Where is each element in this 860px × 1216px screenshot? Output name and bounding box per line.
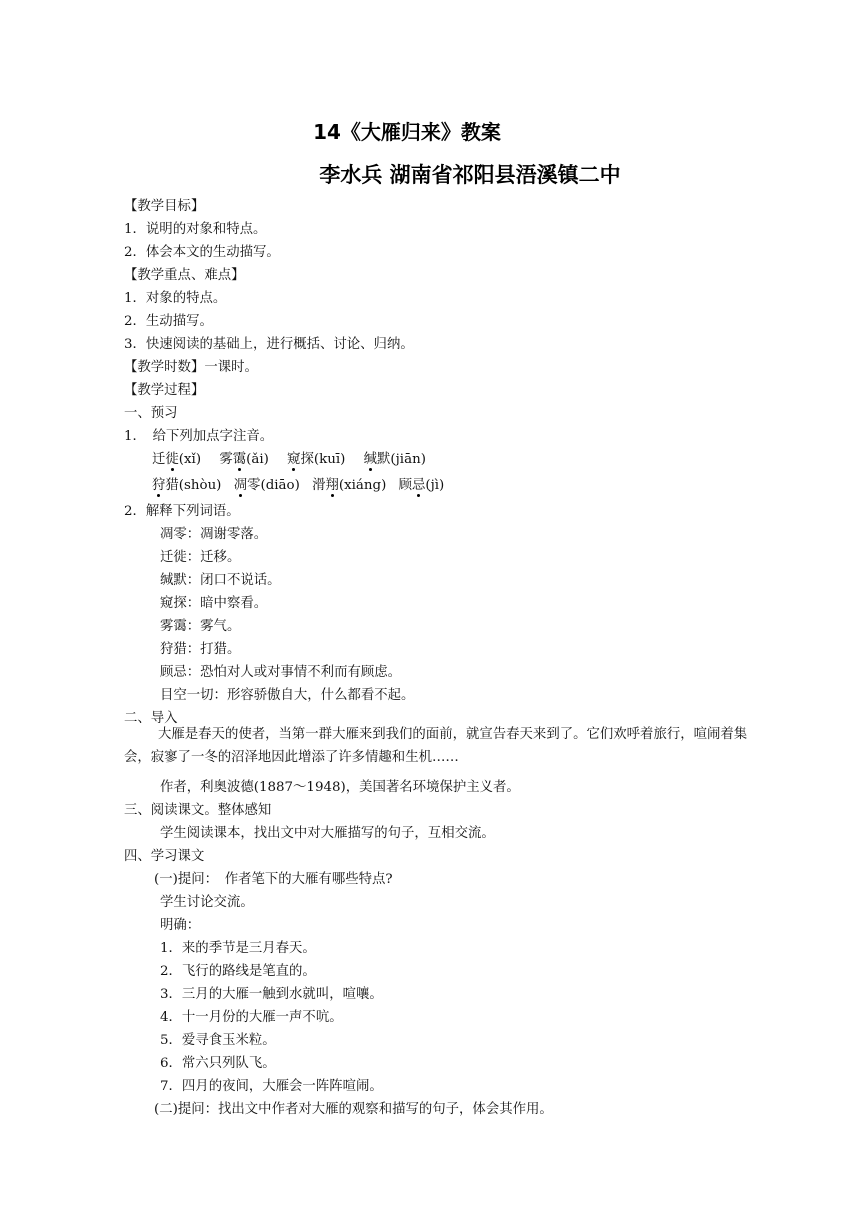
- heading-class-hours: 【教学时数】一课时。: [124, 360, 258, 375]
- heading-process: 【教学过程】: [124, 383, 205, 398]
- document-title: 14《大雁归来》教案: [313, 120, 501, 144]
- vocab-item: 缄默：闭口不说话。: [160, 573, 281, 588]
- pinyin-item: 迁徙(xǐ): [152, 452, 202, 467]
- question-1: (一)提问： 作者笔下的大雁有哪些特点?: [154, 872, 393, 887]
- pinyin-item: 狩猎(shòu): [152, 478, 222, 493]
- vocab-item: 狩猎：打猎。: [160, 642, 241, 657]
- pinyin-row-2: [152, 475, 444, 497]
- pinyin-item: 顾忌(jì): [398, 478, 445, 493]
- document-subtitle: 李水兵 湖南省祁阳县浯溪镇二中: [319, 163, 621, 187]
- point-item: 3．三月的大雁一触到水就叫，喧嚷。: [160, 987, 383, 1002]
- section-intro: 二、导入: [124, 711, 178, 726]
- vocab-item: 目空一切：形容骄傲自大，什么都看不起。: [160, 688, 415, 703]
- clarify-label: 明确：: [160, 918, 201, 933]
- point-item: 5．爱寻食玉米粒。: [160, 1033, 276, 1048]
- vocab-heading: 2．解释下列词语。: [124, 504, 240, 519]
- pinyin-row-1: [152, 449, 426, 471]
- pinyin-item: 缄默(jiān): [363, 452, 426, 467]
- reading-line: 学生阅读课本，找出文中对大雁描写的句子，互相交流。: [160, 826, 495, 841]
- section-preview: 一、预习: [124, 406, 178, 421]
- pinyin-instruction: 1． 给下列加点字注音。: [124, 429, 274, 444]
- pinyin-item: 滑翔(xiáng): [312, 478, 387, 493]
- point-item: 1．来的季节是三月春天。: [160, 941, 316, 956]
- objective-2: 2．体会本文的生动描写。: [124, 245, 280, 260]
- point-item: 4．十一月份的大雁一声不吭。: [160, 1010, 343, 1025]
- heading-objectives: 【教学目标】: [124, 199, 205, 214]
- key-point-3: 3．快速阅读的基础上，进行概括、讨论、归纳。: [124, 337, 414, 352]
- point-item: 6．常六只列队飞。: [160, 1056, 276, 1071]
- vocab-item: 雾霭：雾气。: [160, 619, 241, 634]
- key-point-2: 2．生动描写。: [124, 314, 213, 329]
- question-2: (二)提问：找出文中作者对大雁的观察和描写的句子，体会其作用。: [154, 1102, 553, 1117]
- vocab-item: 窥探：暗中察看。: [160, 596, 268, 611]
- objective-1: 1．说明的对象和特点。: [124, 222, 267, 237]
- section-study: 四、学习课文: [124, 849, 205, 864]
- author-line: 作者，利奥波德(1887～1948)，美国著名环境保护主义者。: [160, 780, 520, 795]
- key-point-1: 1．对象的特点。: [124, 291, 227, 306]
- intro-paragraph: 大雁是春天的使者，当第一群大雁来到我们的面前，就宣告春天来到了。它们欢呼着旅行，喧闹着集会，寂寥了一冬的沼泽地因此增添了许多情趣和生机……: [124, 727, 748, 765]
- pinyin-item: 窥探(kuī): [287, 452, 346, 467]
- pinyin-item: 雾霭(ǎi): [219, 452, 269, 467]
- vocab-item: 迁徙：迁移。: [160, 550, 241, 565]
- point-item: 7．四月的夜间，大雁会一阵阵喧闹。: [160, 1079, 383, 1094]
- pinyin-item: 凋零(diāo): [233, 478, 300, 493]
- point-item: 2．飞行的路线是笔直的。: [160, 964, 316, 979]
- heading-key-points: 【教学重点、难点】: [124, 268, 245, 283]
- discuss-line: 学生讨论交流。: [160, 895, 254, 910]
- section-reading: 三、阅读课文。整体感知: [124, 803, 272, 818]
- vocab-item: 凋零：凋谢零落。: [160, 527, 268, 542]
- vocab-item: 顾忌：恐怕对人或对事情不利而有顾虑。: [160, 665, 402, 680]
